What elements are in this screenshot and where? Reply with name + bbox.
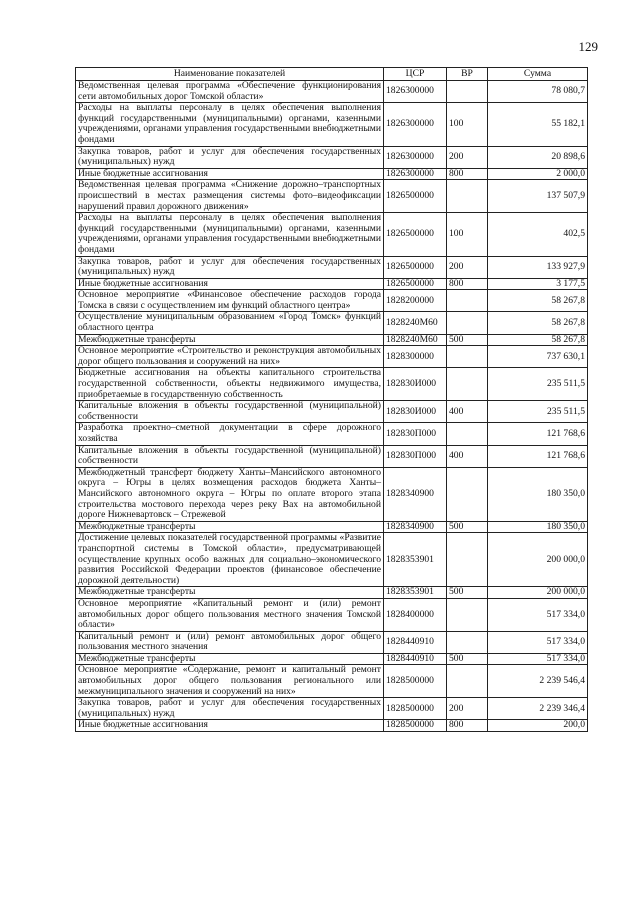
cell-sum: 3 177,5 bbox=[488, 278, 588, 290]
cell-sum: 235 511,5 bbox=[488, 368, 588, 401]
header-vr: ВР bbox=[447, 68, 488, 81]
table-row bbox=[76, 587, 588, 599]
cell-name: Межбюджетные трансферты bbox=[76, 334, 384, 346]
table-row bbox=[76, 103, 588, 146]
cell-csr: 1828353901 bbox=[384, 587, 447, 599]
cell-csr: 1826500000 bbox=[384, 278, 447, 290]
cell-name: Бюджетные ассигнования на объекты капитального строительства государственной собственности, объекты недвижимого имущества, приобретаемые в государственную собственность bbox=[76, 368, 384, 401]
cell-sum: 517 334,0 bbox=[488, 598, 588, 631]
cell-csr: 182830И000 bbox=[384, 401, 447, 423]
cell-name: Закупка товаров, работ и услуг для обеспечения государственных (муниципальных) нужд bbox=[76, 146, 384, 168]
table-row bbox=[76, 312, 588, 334]
cell-sum: 58 267,8 bbox=[488, 334, 588, 346]
cell-vr: 200 bbox=[447, 256, 488, 278]
cell-vr bbox=[447, 312, 488, 334]
cell-name: Капитальный ремонт и (или) ремонт автомобильных дорог общего пользования местного значения bbox=[76, 631, 384, 653]
cell-sum: 137 507,9 bbox=[488, 180, 588, 213]
cell-csr: 1828440910 bbox=[384, 631, 447, 653]
cell-csr: 1826500000 bbox=[384, 256, 447, 278]
cell-vr bbox=[447, 631, 488, 653]
cell-csr: 1826300000 bbox=[384, 103, 447, 146]
cell-vr: 200 bbox=[447, 698, 488, 720]
cell-sum: 58 267,8 bbox=[488, 312, 588, 334]
cell-sum: 55 182,1 bbox=[488, 103, 588, 146]
cell-sum: 121 768,6 bbox=[488, 445, 588, 467]
cell-name: Капитальные вложения в объекты государственной (муниципальной) собственности bbox=[76, 445, 384, 467]
cell-vr: 800 bbox=[447, 720, 488, 732]
cell-sum: 2 000,0 bbox=[488, 168, 588, 180]
cell-name: Закупка товаров, работ и услуг для обеспечения государственных (муниципальных) нужд bbox=[76, 698, 384, 720]
table-row bbox=[76, 334, 588, 346]
table-row bbox=[76, 346, 588, 368]
cell-csr: 1828200000 bbox=[384, 290, 447, 312]
cell-vr bbox=[447, 81, 488, 103]
cell-vr bbox=[447, 467, 488, 521]
cell-name: Ведомственная целевая программа «Снижение дорожно–транспортных происшествий в местах размещения системы фото–видеофиксации нарушений правил дорожного движения» bbox=[76, 180, 384, 213]
cell-vr bbox=[447, 368, 488, 401]
cell-name: Иные бюджетные ассигнования bbox=[76, 168, 384, 180]
cell-name: Иные бюджетные ассигнования bbox=[76, 278, 384, 290]
table-row bbox=[76, 81, 588, 103]
cell-name: Разработка проектно–сметной документации в сфере дорожного хозяйства bbox=[76, 423, 384, 445]
cell-csr: 1826300000 bbox=[384, 146, 447, 168]
cell-csr: 1828240М60 bbox=[384, 334, 447, 346]
cell-csr: 1828440910 bbox=[384, 653, 447, 665]
cell-name: Основное мероприятие «Строительство и реконструкция автомобильных дорог общего пользования и сооружений на них» bbox=[76, 346, 384, 368]
cell-vr: 400 bbox=[447, 445, 488, 467]
cell-sum: 2 239 346,4 bbox=[488, 698, 588, 720]
cell-name: Межбюджетные трансферты bbox=[76, 653, 384, 665]
table-row bbox=[76, 598, 588, 631]
cell-name: Осуществление муниципальным образованием «Город Томск» функций областного центра bbox=[76, 312, 384, 334]
cell-sum: 180 350,0 bbox=[488, 521, 588, 533]
cell-vr: 100 bbox=[447, 213, 488, 256]
cell-vr: 800 bbox=[447, 278, 488, 290]
cell-sum: 517 334,0 bbox=[488, 653, 588, 665]
header-sum: Сумма bbox=[488, 68, 588, 81]
cell-sum: 121 768,6 bbox=[488, 423, 588, 445]
table-row bbox=[76, 368, 588, 401]
cell-sum: 737 630,1 bbox=[488, 346, 588, 368]
table-row bbox=[76, 256, 588, 278]
table-row bbox=[76, 521, 588, 533]
cell-name: Капитальные вложения в объекты государственной (муниципальной) собственности bbox=[76, 401, 384, 423]
cell-sum: 517 334,0 bbox=[488, 631, 588, 653]
table-row bbox=[76, 698, 588, 720]
table-row bbox=[76, 467, 588, 521]
cell-name: Расходы на выплаты персоналу в целях обеспечения выполнения функций государственными (муниципальными) органами, казенными учреждениями, органами управления государственными внебюджетными фондами bbox=[76, 103, 384, 146]
cell-csr: 1826500000 bbox=[384, 180, 447, 213]
table-row bbox=[76, 146, 588, 168]
cell-csr: 1826300000 bbox=[384, 81, 447, 103]
cell-vr bbox=[447, 598, 488, 631]
cell-sum: 20 898,6 bbox=[488, 146, 588, 168]
table-row bbox=[76, 213, 588, 256]
cell-sum: 58 267,8 bbox=[488, 290, 588, 312]
cell-csr: 1828500000 bbox=[384, 698, 447, 720]
table-row bbox=[76, 533, 588, 587]
table-row bbox=[76, 665, 588, 698]
cell-vr bbox=[447, 423, 488, 445]
cell-name: Межбюджетные трансферты bbox=[76, 587, 384, 599]
cell-name: Достижение целевых показателей государственной программы «Развитие транспортной системы в Томской области», предусматривающей осуществление крупных особо важных для социально–экономического развития Российской Федерации проектов (финансовое обеспечение дорожной деятельности) bbox=[76, 533, 384, 587]
table-row bbox=[76, 653, 588, 665]
cell-sum: 78 080,7 bbox=[488, 81, 588, 103]
cell-csr: 1828400000 bbox=[384, 598, 447, 631]
cell-sum: 133 927,9 bbox=[488, 256, 588, 278]
cell-name: Иные бюджетные ассигнования bbox=[76, 720, 384, 732]
cell-name: Ведомственная целевая программа «Обеспечение функционирования сети автомобильных дорог Томской области» bbox=[76, 81, 384, 103]
table-row bbox=[76, 423, 588, 445]
table-row bbox=[76, 445, 588, 467]
cell-name: Основное мероприятие «Содержание, ремонт и капитальный ремонт автомобильных дорог общего пользования регионального или межмуниципального значения и сооружений на них» bbox=[76, 665, 384, 698]
cell-csr: 1826500000 bbox=[384, 213, 447, 256]
table-header-row bbox=[76, 68, 588, 81]
cell-csr: 1828340900 bbox=[384, 521, 447, 533]
cell-csr: 182830П000 bbox=[384, 445, 447, 467]
table-row bbox=[76, 290, 588, 312]
cell-sum: 200 000,0 bbox=[488, 533, 588, 587]
cell-sum: 180 350,0 bbox=[488, 467, 588, 521]
cell-vr: 500 bbox=[447, 587, 488, 599]
table-row bbox=[76, 401, 588, 423]
cell-name: Закупка товаров, работ и услуг для обеспечения государственных (муниципальных) нужд bbox=[76, 256, 384, 278]
cell-name: Основное мероприятие «Финансовое обеспечение расходов города Томска в связи с осуществлением им функций областного центра» bbox=[76, 290, 384, 312]
cell-csr: 1828500000 bbox=[384, 720, 447, 732]
cell-vr bbox=[447, 346, 488, 368]
cell-csr: 182830И000 bbox=[384, 368, 447, 401]
cell-vr bbox=[447, 665, 488, 698]
cell-name: Основное мероприятие «Капитальный ремонт и (или) ремонт автомобильных дорог общего пользования местного значения Томской области» bbox=[76, 598, 384, 631]
cell-name: Расходы на выплаты персоналу в целях обеспечения выполнения функций государственными (муниципальными) органами, казенными учреждениями, органами управления государственными внебюджетными фондами bbox=[76, 213, 384, 256]
cell-csr: 1828300000 bbox=[384, 346, 447, 368]
table-row bbox=[76, 180, 588, 213]
cell-sum: 200,0 bbox=[488, 720, 588, 732]
cell-csr: 182830П000 bbox=[384, 423, 447, 445]
cell-csr: 1828500000 bbox=[384, 665, 447, 698]
cell-sum: 200 000,0 bbox=[488, 587, 588, 599]
cell-csr: 1826300000 bbox=[384, 168, 447, 180]
cell-sum: 235 511,5 bbox=[488, 401, 588, 423]
cell-csr: 1828340900 bbox=[384, 467, 447, 521]
cell-vr: 200 bbox=[447, 146, 488, 168]
cell-csr: 1828240М60 bbox=[384, 312, 447, 334]
cell-vr: 500 bbox=[447, 334, 488, 346]
cell-vr: 500 bbox=[447, 521, 488, 533]
cell-sum: 2 239 546,4 bbox=[488, 665, 588, 698]
cell-vr: 800 bbox=[447, 168, 488, 180]
cell-csr: 1828353901 bbox=[384, 533, 447, 587]
table-row bbox=[76, 168, 588, 180]
cell-vr: 100 bbox=[447, 103, 488, 146]
cell-vr bbox=[447, 290, 488, 312]
header-csr: ЦСР bbox=[384, 68, 447, 81]
cell-vr: 500 bbox=[447, 653, 488, 665]
cell-name: Межбюджетный трансферт бюджету Ханты–Мансийского автономного округа – Югры в целях возмещения расходов бюджета Ханты–Мансийского автономного округа – Югры по оплате второго этапа строительства мостового перехода через реку Вах на автомобильной дороге Нижневартовск – Стрежевой bbox=[76, 467, 384, 521]
cell-vr bbox=[447, 180, 488, 213]
budget-table bbox=[75, 67, 588, 732]
cell-sum: 402,5 bbox=[488, 213, 588, 256]
page-number: 129 bbox=[578, 39, 598, 54]
table-row bbox=[76, 278, 588, 290]
cell-vr: 400 bbox=[447, 401, 488, 423]
header-name: Наименование показателей bbox=[76, 68, 384, 81]
cell-vr bbox=[447, 533, 488, 587]
table-row bbox=[76, 631, 588, 653]
cell-name: Межбюджетные трансферты bbox=[76, 521, 384, 533]
table-row bbox=[76, 720, 588, 732]
